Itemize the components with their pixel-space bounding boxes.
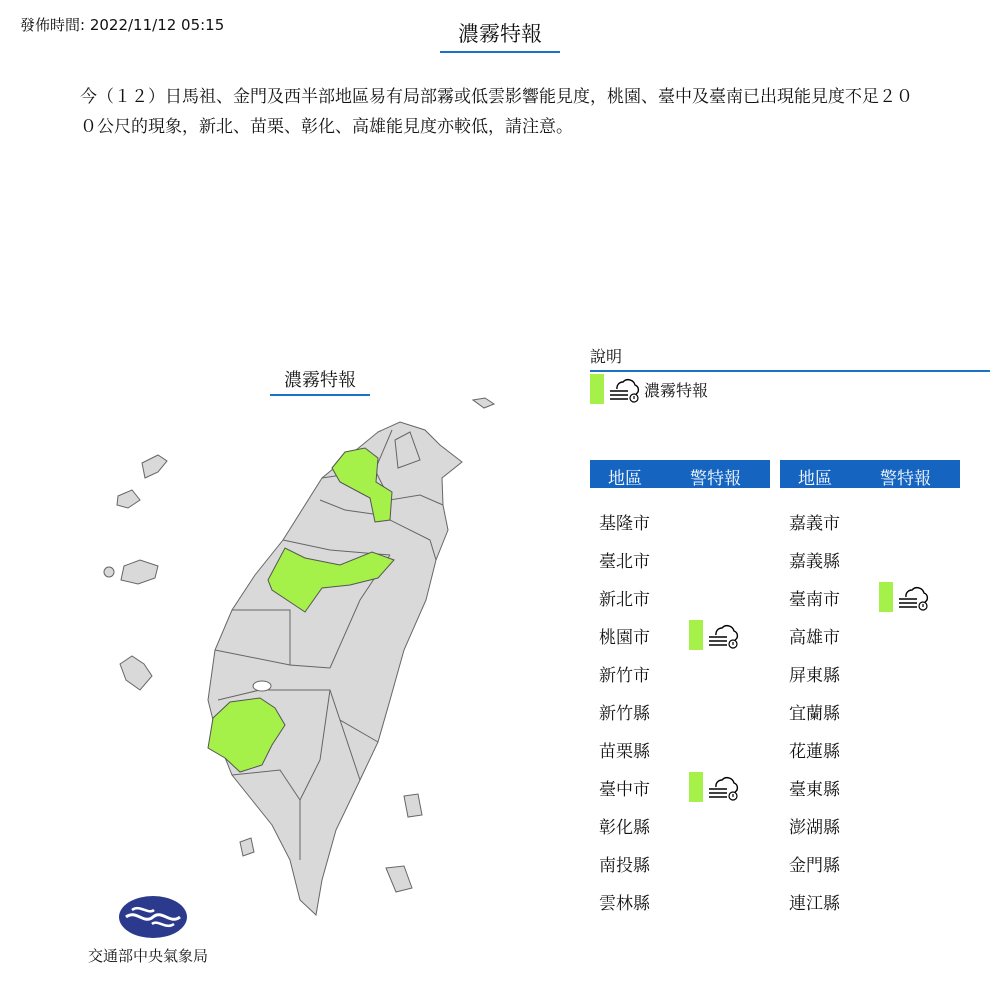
warning-swatch [879, 582, 893, 612]
region-name: 宜蘭縣 [789, 704, 840, 724]
fog-icon [897, 582, 931, 612]
region-name: 澎湖縣 [789, 818, 840, 838]
region-name: 臺北市 [599, 552, 650, 572]
island-matsu-1 [142, 455, 167, 478]
island-kinmen-2 [104, 567, 114, 577]
region-name: 嘉義縣 [789, 552, 840, 572]
column-header-warning: 警特報 [690, 469, 741, 489]
region-name: 新北市 [599, 590, 650, 610]
issue-time: 發佈時間: 2022/11/12 05:15 [20, 16, 225, 34]
legend-label: 濃霧特報 [644, 380, 709, 400]
region-name: 屏東縣 [789, 666, 840, 686]
warning-swatch [689, 620, 703, 650]
island-pengjia [473, 398, 494, 408]
region-name: 嘉義市 [789, 514, 840, 534]
column-header-warning: 警特報 [880, 469, 931, 489]
legend-fog [590, 374, 708, 404]
region-name: 桃園市 [599, 628, 650, 648]
region-name: 苗栗縣 [599, 742, 650, 762]
agency-name: 交通部中央氣象局 [88, 947, 209, 965]
region-name: 金門縣 [789, 856, 840, 876]
page-title: 濃霧特報 [440, 18, 560, 53]
region-name: 彰化縣 [599, 818, 650, 838]
region-name: 雲林縣 [599, 894, 650, 914]
taiwan-warning-map [60, 385, 520, 925]
cwb-logo [118, 895, 188, 939]
region-name: 新竹縣 [599, 704, 650, 724]
fog-icon [707, 772, 741, 802]
table-header-left [590, 460, 770, 488]
bulletin-text: 今（１２）日馬祖、金門及西半部地區易有局部霧或低雲影響能見度，桃園、臺中及臺南已出現能見度不足２００公尺的現象，新北、苗栗、彰化、高雄能見度亦較低，請注意。 [80, 87, 913, 137]
region-name: 連江縣 [789, 894, 840, 914]
region-name: 臺東縣 [789, 780, 840, 800]
legend-swatch [590, 374, 604, 404]
region-name: 臺南市 [789, 590, 840, 610]
island-xiaoliuqiu [240, 838, 254, 856]
region-name: 高雄市 [789, 628, 840, 648]
island-matsu-2 [117, 490, 140, 508]
island-kinmen-1 [121, 560, 158, 584]
fog-icon [707, 620, 741, 650]
table-header-right [780, 460, 960, 488]
island-green [404, 794, 422, 817]
map-title: 濃霧特報 [270, 366, 370, 396]
column-header-region: 地區 [608, 469, 642, 489]
legend-header: 說明 [590, 344, 990, 372]
region-name: 新竹市 [599, 666, 650, 686]
region-name: 花蓮縣 [789, 742, 840, 762]
warning-swatch [689, 772, 703, 802]
region-name: 臺中市 [599, 780, 650, 800]
region-name: 基隆市 [599, 514, 650, 534]
island-orchid [386, 866, 412, 892]
column-header-region: 地區 [798, 469, 832, 489]
island-penghu [120, 656, 152, 690]
fog-icon [608, 374, 642, 404]
reservoir [253, 681, 271, 691]
region-name: 南投縣 [599, 856, 650, 876]
